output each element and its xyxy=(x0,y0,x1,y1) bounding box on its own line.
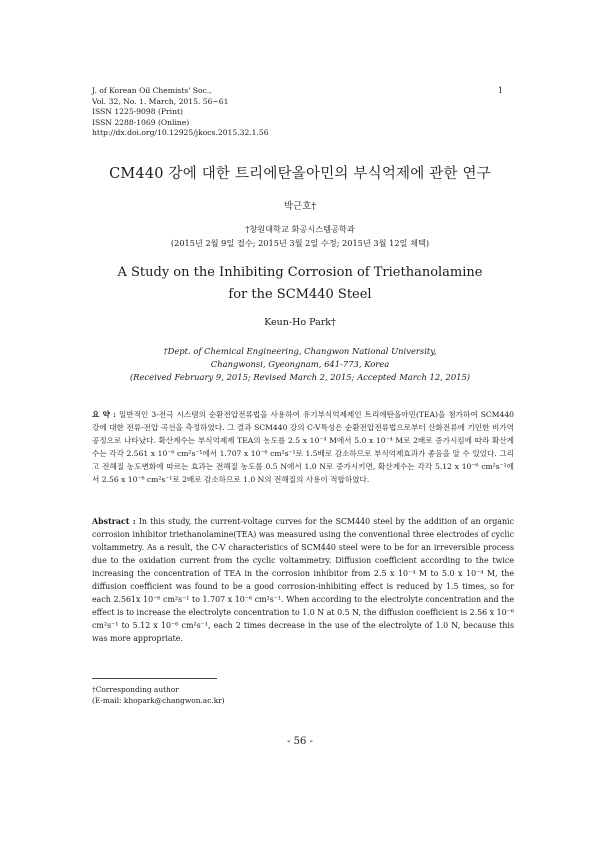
journal-line: ISSN 1225-9098 (Print) xyxy=(92,107,183,116)
doi-link[interactable]: http://dx.doi.org/10.12925/jkocs.2015.32.1.56 xyxy=(92,128,269,137)
abstract-english-label: Abstract : xyxy=(92,517,136,526)
author-english: Keun-Ho Park† xyxy=(264,317,336,328)
footnote-divider xyxy=(92,678,217,679)
journal-line: ISSN 2288-1069 (Online) xyxy=(92,117,190,127)
author-korean: 박근호† xyxy=(283,201,317,212)
page-number: - 56 - xyxy=(287,736,313,747)
affiliation-english-line: Changwonsi, Gyeongnam, 641-773, Korea xyxy=(210,359,390,369)
footnote-corresponding: †Corresponding author xyxy=(92,685,179,694)
journal-metadata xyxy=(92,86,269,139)
abstract-korean-text: 일반적인 3-전극 시스템의 순환전압전류법을 사용하여 유기부식억제제인 트리에탄올아민(TEA)을 첨가하여 SCM440 강에 대한 전류-전압 곡선을 측정하였다. 그 결과 SCM440 강의 C-V특성은 순환전압전류법으로부터 산화전류에 기인한 비가역 공정으로 나타났다. 확산계수는 부식억제제 TEA의 농도를 2.5 x 10⁻⁴ M에서 5.0 x 10⁻⁴ M로 2배로 증가시킴에 따라 확산계수는 각각 2.561 x 10⁻⁶ cm²s⁻¹에서 1.707 x 10⁻⁶ cm²s⁻¹로 1.5배로 감소하므로 부식억제효과가 좋음을 알 수 있었다. 그리고 전해질 농도변화에 따르는 효과는 전해질 농도를 0.5 N에서 1.0 N로 증가시키면, 확산계수는 각각 5.12 x 10⁻⁶ cm²s⁻¹에서 2.56 x 10⁻⁶ cm²s⁻¹로 2배로 감소하므로 1.0 N의 전해질의 사용이 적합하였다. xyxy=(92,410,514,484)
title-korean: CM440 강에 대한 트리에탄올아민의 부식억제에 관한 연구 xyxy=(109,166,491,182)
page-marker: 1 xyxy=(498,86,504,95)
abstract-korean-label: 요 약 : xyxy=(92,410,116,419)
abstract-korean xyxy=(92,408,514,486)
received-dates: (Received February 9, 2015; Revised March 2, 2015; Accepted March 12, 2015) xyxy=(129,372,471,382)
footnote-email: (E-mail: khopark@changwon.ac.kr) xyxy=(92,696,225,705)
dates-korean: (2015년 2월 9일 접수; 2015년 3월 2일 수정; 2015년 3월 12일 채택) xyxy=(170,238,430,248)
journal-line: Vol. 32, No. 1. March, 2015. 56~61 xyxy=(92,96,229,106)
affiliation-english xyxy=(0,345,600,384)
abstract-english xyxy=(92,515,514,645)
affiliation-korean: †창원대학교 화공시스템공학과 xyxy=(245,224,355,234)
abstract-english-text: In this study, the current-voltage curves for the SCM440 steel by the addition of an organic corrosion inhibitor triethanolamine(TEA) was measured using the conventional three electrodes of cyclic voltammetry. As a result, the C-V characteristics of SCM440 steel were to be for an irreversible process due to the oxidation current from the cyclic voltammetry. Diffusion coefficient according to the twice increasing the concentration of TEA in the corrosion inhibitor from 2.5 x 10⁻⁴ M to 5.0 x 10⁻⁴ M, the diffusion coefficient was found to be a good corrosion-inhibiting effect is reduced by 1.5 times, so for each 2.561x 10⁻⁶ cm²s⁻¹ to 1.707 x 10⁻⁶ cm²s⁻¹. When according to the electrolyte concentration and the effect is to increase the electrolyte concentration to 1.0 N at 0.5 N, the diffusion coefficient is 2.56 x 10⁻⁶ cm²s⁻¹ to 5.12 x 10⁻⁶ cm²s⁻¹, each 2 times decrease in the use of the electrolyte of 1.0 N, because this was more appropriate. xyxy=(92,517,514,643)
title-english-line: A Study on the Inhibiting Corrosion of Triethanolamine xyxy=(117,265,483,280)
footnote xyxy=(92,684,225,706)
journal-line: J. of Korean Oil Chemists' Soc., xyxy=(92,86,212,95)
affiliation-english-line: †Dept. of Chemical Engineering, Changwon National University, xyxy=(163,346,437,356)
title-english-line: for the SCM440 Steel xyxy=(228,287,372,302)
title-english xyxy=(0,262,600,306)
